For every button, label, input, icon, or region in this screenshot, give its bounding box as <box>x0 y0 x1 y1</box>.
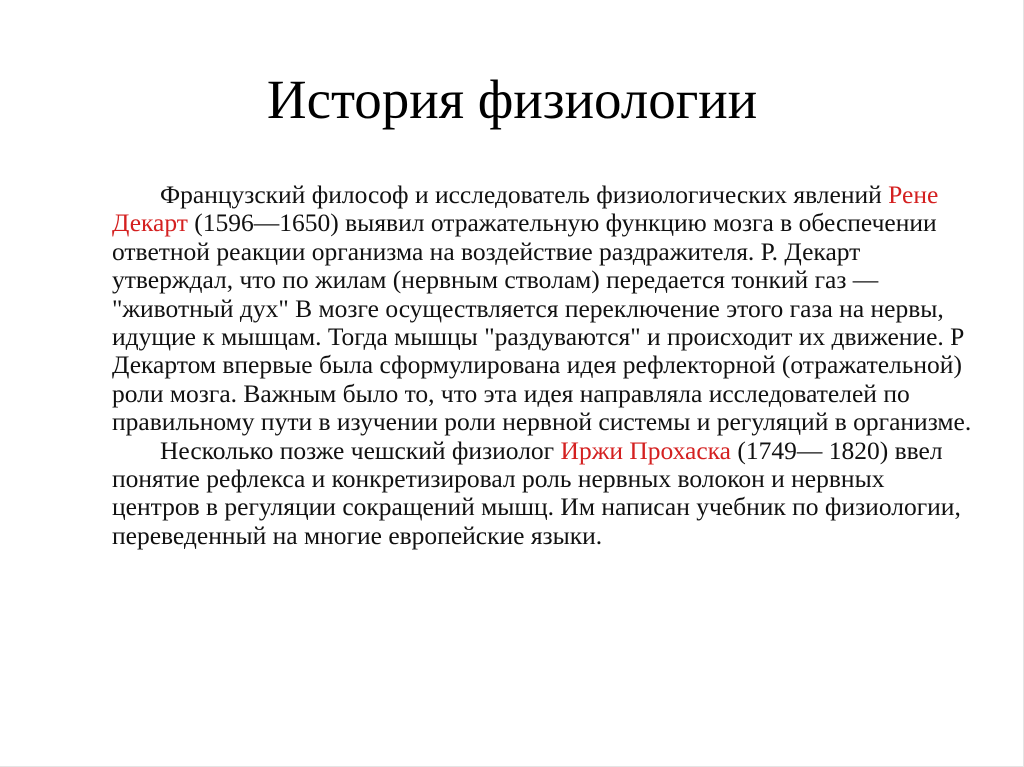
name-rene-descartes: Рене Декарт <box>112 180 939 238</box>
paragraph-1-text-start: Французский философ и исследователь физиологических явлений <box>160 180 889 209</box>
slide-title: История физиологии <box>266 69 758 130</box>
paragraph-2-text-start: Несколько позже чешский физиолог <box>160 435 561 465</box>
slide-body <box>112 181 972 550</box>
paragraph-2-text-end: (1749— 1820) ввел понятие рефлекса и конкретизировал роль нервных волокон и нервных центров в регуляции сокращений мышц. Им написан учебник по физиологии, переведенный на многие европейские языки. <box>112 435 961 550</box>
paragraph-prochaska <box>112 437 972 551</box>
paragraph-descartes <box>112 181 972 437</box>
paragraph-1-text-end: (1596—1650) выявил отражательную функцию мозга в обеспечении ответной реакции организма на воздействие раздражителя. Р. Декарт утверждал, что по жилам (нервным стволам) передается тонкий газ — "животный дух" В мозге осуществляется переключение этого газа на нервы, идущие к мышцам. Тогда мышцы "раздуваются" и происходит их движение. Р Декартом впервые была сформулирована идея рефлекторной (отражательной) роли мозга. Важным было то, что эта идея направляла исследователей по правильному пути в изучении роли нервной системы и регуляций в организме. <box>112 208 972 437</box>
name-jiri-prochaska: Иржи Прохаска <box>560 435 731 465</box>
